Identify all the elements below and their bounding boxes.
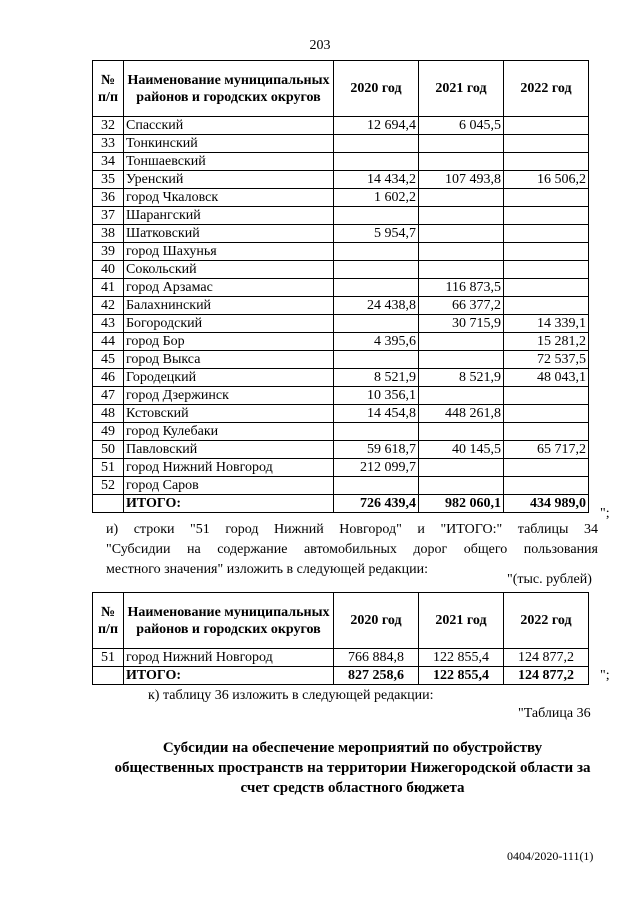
cell-no: 32 bbox=[93, 117, 124, 135]
cell-y2020: 59 618,7 bbox=[334, 441, 419, 459]
cell-name: Шатковский bbox=[124, 225, 334, 243]
table-row bbox=[93, 315, 589, 333]
cell-no: 50 bbox=[93, 441, 124, 459]
cell-no: 39 bbox=[93, 243, 124, 261]
t2-row-name: город Нижний Новгород bbox=[124, 649, 334, 667]
cell-y2020: 10 356,1 bbox=[334, 387, 419, 405]
paragraph-i-line3: местного значения" изложить в следующей редакции: bbox=[106, 562, 428, 577]
cell-no: 37 bbox=[93, 207, 124, 225]
table2-closing-quote: "; bbox=[600, 668, 610, 683]
t2-total-no bbox=[93, 667, 124, 685]
cell-y2022: 14 339,1 bbox=[504, 315, 589, 333]
table36-label: "Таблица 36 bbox=[518, 706, 591, 721]
cell-y2021 bbox=[419, 423, 504, 441]
cell-name: город Арзамас bbox=[124, 279, 334, 297]
cell-y2022: 72 537,5 bbox=[504, 351, 589, 369]
t2-row-2021: 122 855,4 bbox=[419, 649, 504, 667]
cell-y2021 bbox=[419, 243, 504, 261]
cell-y2021 bbox=[419, 261, 504, 279]
cell-y2020 bbox=[334, 261, 419, 279]
cell-y2022 bbox=[504, 117, 589, 135]
cell-name: Балахнинский bbox=[124, 297, 334, 315]
cell-y2022 bbox=[504, 459, 589, 477]
cell-name: Уренский bbox=[124, 171, 334, 189]
t2-row-no: 51 bbox=[93, 649, 124, 667]
cell-name: город Саров bbox=[124, 477, 334, 495]
cell-y2021: 448 261,8 bbox=[419, 405, 504, 423]
cell-y2020: 4 395,6 bbox=[334, 333, 419, 351]
cell-y2022 bbox=[504, 279, 589, 297]
paragraph-i-line2: "Субсидии на содержание автомобильных дорог общего пользования bbox=[106, 542, 598, 557]
cell-y2021 bbox=[419, 333, 504, 351]
t2-row-2022: 124 877,2 bbox=[504, 649, 589, 667]
table-row bbox=[93, 423, 589, 441]
cell-y2021 bbox=[419, 459, 504, 477]
table-row bbox=[93, 459, 589, 477]
cell-y2020: 5 954,7 bbox=[334, 225, 419, 243]
cell-y2021 bbox=[419, 189, 504, 207]
total-row bbox=[93, 495, 589, 513]
units-label: "(тыс. рублей) bbox=[507, 572, 592, 587]
cell-y2021: 8 521,9 bbox=[419, 369, 504, 387]
cell-y2021 bbox=[419, 135, 504, 153]
t2-header-no: № п/п bbox=[93, 593, 124, 649]
cell-y2021 bbox=[419, 387, 504, 405]
cell-name: Спасский bbox=[124, 117, 334, 135]
cell-y2022 bbox=[504, 261, 589, 279]
cell-y2021 bbox=[419, 351, 504, 369]
cell-y2022: 16 506,2 bbox=[504, 171, 589, 189]
cell-y2020 bbox=[334, 315, 419, 333]
cell-name: город Чкаловск bbox=[124, 189, 334, 207]
t2-total-row bbox=[93, 667, 589, 685]
table-row bbox=[93, 171, 589, 189]
t2-header-2020: 2020 год bbox=[334, 593, 419, 649]
cell-no: 51 bbox=[93, 459, 124, 477]
cell-y2021: 116 873,5 bbox=[419, 279, 504, 297]
cell-no: 40 bbox=[93, 261, 124, 279]
table-row bbox=[93, 279, 589, 297]
cell-no: 42 bbox=[93, 297, 124, 315]
cell-y2022 bbox=[504, 387, 589, 405]
total-2021: 982 060,1 bbox=[419, 495, 504, 513]
cell-name: Городецкий bbox=[124, 369, 334, 387]
cell-y2022: 65 717,2 bbox=[504, 441, 589, 459]
cell-y2021: 30 715,9 bbox=[419, 315, 504, 333]
cell-no: 33 bbox=[93, 135, 124, 153]
cell-y2020: 14 434,2 bbox=[334, 171, 419, 189]
cell-y2020 bbox=[334, 243, 419, 261]
cell-name: город Шахунья bbox=[124, 243, 334, 261]
cell-y2020 bbox=[334, 423, 419, 441]
cell-name: город Выкса bbox=[124, 351, 334, 369]
subsidy-table-continuation bbox=[92, 60, 589, 513]
document-code: 0404/2020-111(1) bbox=[507, 849, 594, 863]
paragraph-k: к) таблицу 36 изложить в следующей редакции: bbox=[148, 688, 434, 703]
t2-header-2022: 2022 год bbox=[504, 593, 589, 649]
cell-y2020: 212 099,7 bbox=[334, 459, 419, 477]
table-row bbox=[93, 153, 589, 171]
cell-y2021: 40 145,5 bbox=[419, 441, 504, 459]
cell-y2021 bbox=[419, 225, 504, 243]
cell-no: 52 bbox=[93, 477, 124, 495]
cell-y2022 bbox=[504, 243, 589, 261]
cell-y2020: 14 454,8 bbox=[334, 405, 419, 423]
header-name: Наименование муниципальных районов и городских округов bbox=[124, 61, 334, 117]
cell-name: Сокольский bbox=[124, 261, 334, 279]
cell-y2022 bbox=[504, 207, 589, 225]
table-row bbox=[93, 441, 589, 459]
table-row bbox=[93, 297, 589, 315]
table-row bbox=[93, 333, 589, 351]
header-no: № п/п bbox=[93, 61, 124, 117]
t2-row-2020: 766 884,8 bbox=[334, 649, 419, 667]
cell-y2020 bbox=[334, 135, 419, 153]
cell-y2021 bbox=[419, 207, 504, 225]
heading-line2: общественных пространств на территории Нижегородской области за bbox=[114, 760, 591, 776]
table-row bbox=[93, 243, 589, 261]
paragraph-i bbox=[106, 520, 598, 540]
heading-line3: счет средств областного бюджета bbox=[240, 780, 465, 796]
table-row bbox=[93, 225, 589, 243]
cell-y2020 bbox=[334, 477, 419, 495]
table-row bbox=[93, 477, 589, 495]
table-row bbox=[93, 405, 589, 423]
cell-y2020 bbox=[334, 153, 419, 171]
table-row bbox=[93, 189, 589, 207]
cell-no: 34 bbox=[93, 153, 124, 171]
cell-y2021: 6 045,5 bbox=[419, 117, 504, 135]
cell-y2022 bbox=[504, 297, 589, 315]
table-row bbox=[93, 387, 589, 405]
cell-no: 43 bbox=[93, 315, 124, 333]
cell-no: 47 bbox=[93, 387, 124, 405]
table-row bbox=[93, 649, 589, 667]
cell-name: Кстовский bbox=[124, 405, 334, 423]
table36-heading bbox=[100, 738, 605, 798]
table-row bbox=[93, 351, 589, 369]
table-row bbox=[93, 135, 589, 153]
cell-name: Тоншаевский bbox=[124, 153, 334, 171]
cell-no: 38 bbox=[93, 225, 124, 243]
cell-y2021 bbox=[419, 477, 504, 495]
cell-no: 49 bbox=[93, 423, 124, 441]
table-row bbox=[93, 261, 589, 279]
cell-y2022: 15 281,2 bbox=[504, 333, 589, 351]
page-number: 203 bbox=[309, 38, 331, 53]
table-row bbox=[93, 207, 589, 225]
cell-no: 48 bbox=[93, 405, 124, 423]
header-2021: 2021 год bbox=[419, 61, 504, 117]
cell-y2020: 8 521,9 bbox=[334, 369, 419, 387]
cell-y2022: 48 043,1 bbox=[504, 369, 589, 387]
nn-replacement-table bbox=[92, 592, 589, 685]
cell-no: 41 bbox=[93, 279, 124, 297]
cell-y2020 bbox=[334, 279, 419, 297]
cell-y2021: 107 493,8 bbox=[419, 171, 504, 189]
cell-y2020: 1 602,2 bbox=[334, 189, 419, 207]
total-no bbox=[93, 495, 124, 513]
total-label: ИТОГО: bbox=[124, 495, 334, 513]
cell-name: Тонкинский bbox=[124, 135, 334, 153]
cell-y2020 bbox=[334, 351, 419, 369]
cell-y2022 bbox=[504, 477, 589, 495]
paragraph-i-line1: и) строки "51 город Нижний Новгород" и "ИТОГО:" таблицы 34 bbox=[106, 522, 598, 537]
cell-name: город Бор bbox=[124, 333, 334, 351]
table-row bbox=[93, 117, 589, 135]
total-2022: 434 989,0 bbox=[504, 495, 589, 513]
cell-name: город Кулебаки bbox=[124, 423, 334, 441]
cell-no: 45 bbox=[93, 351, 124, 369]
total-2020: 726 439,4 bbox=[334, 495, 419, 513]
t2-total-2020: 827 258,6 bbox=[334, 667, 419, 685]
cell-y2022 bbox=[504, 405, 589, 423]
cell-no: 35 bbox=[93, 171, 124, 189]
cell-y2022 bbox=[504, 189, 589, 207]
table1-closing-quote: "; bbox=[600, 506, 610, 521]
cell-no: 44 bbox=[93, 333, 124, 351]
cell-no: 46 bbox=[93, 369, 124, 387]
t2-total-2022: 124 877,2 bbox=[504, 667, 589, 685]
cell-no: 36 bbox=[93, 189, 124, 207]
cell-y2021: 66 377,2 bbox=[419, 297, 504, 315]
header-2020: 2020 год bbox=[334, 61, 419, 117]
cell-name: Шарангский bbox=[124, 207, 334, 225]
cell-y2021 bbox=[419, 153, 504, 171]
t2-header-2021: 2021 год bbox=[419, 593, 504, 649]
t2-total-label: ИТОГО: bbox=[124, 667, 334, 685]
header-2022: 2022 год bbox=[504, 61, 589, 117]
cell-y2022 bbox=[504, 225, 589, 243]
cell-y2022 bbox=[504, 153, 589, 171]
cell-y2022 bbox=[504, 423, 589, 441]
cell-y2020: 24 438,8 bbox=[334, 297, 419, 315]
cell-y2020: 12 694,4 bbox=[334, 117, 419, 135]
heading-line1: Субсидии на обеспечение мероприятий по обустройству bbox=[162, 740, 543, 756]
t2-header-name: Наименование муниципальных районов и городских округов bbox=[124, 593, 334, 649]
cell-name: Богородский bbox=[124, 315, 334, 333]
t2-total-2021: 122 855,4 bbox=[419, 667, 504, 685]
table1-body bbox=[93, 117, 589, 495]
cell-name: город Дзержинск bbox=[124, 387, 334, 405]
cell-name: город Нижний Новгород bbox=[124, 459, 334, 477]
cell-name: Павловский bbox=[124, 441, 334, 459]
table-row bbox=[93, 369, 589, 387]
cell-y2020 bbox=[334, 207, 419, 225]
cell-y2022 bbox=[504, 135, 589, 153]
